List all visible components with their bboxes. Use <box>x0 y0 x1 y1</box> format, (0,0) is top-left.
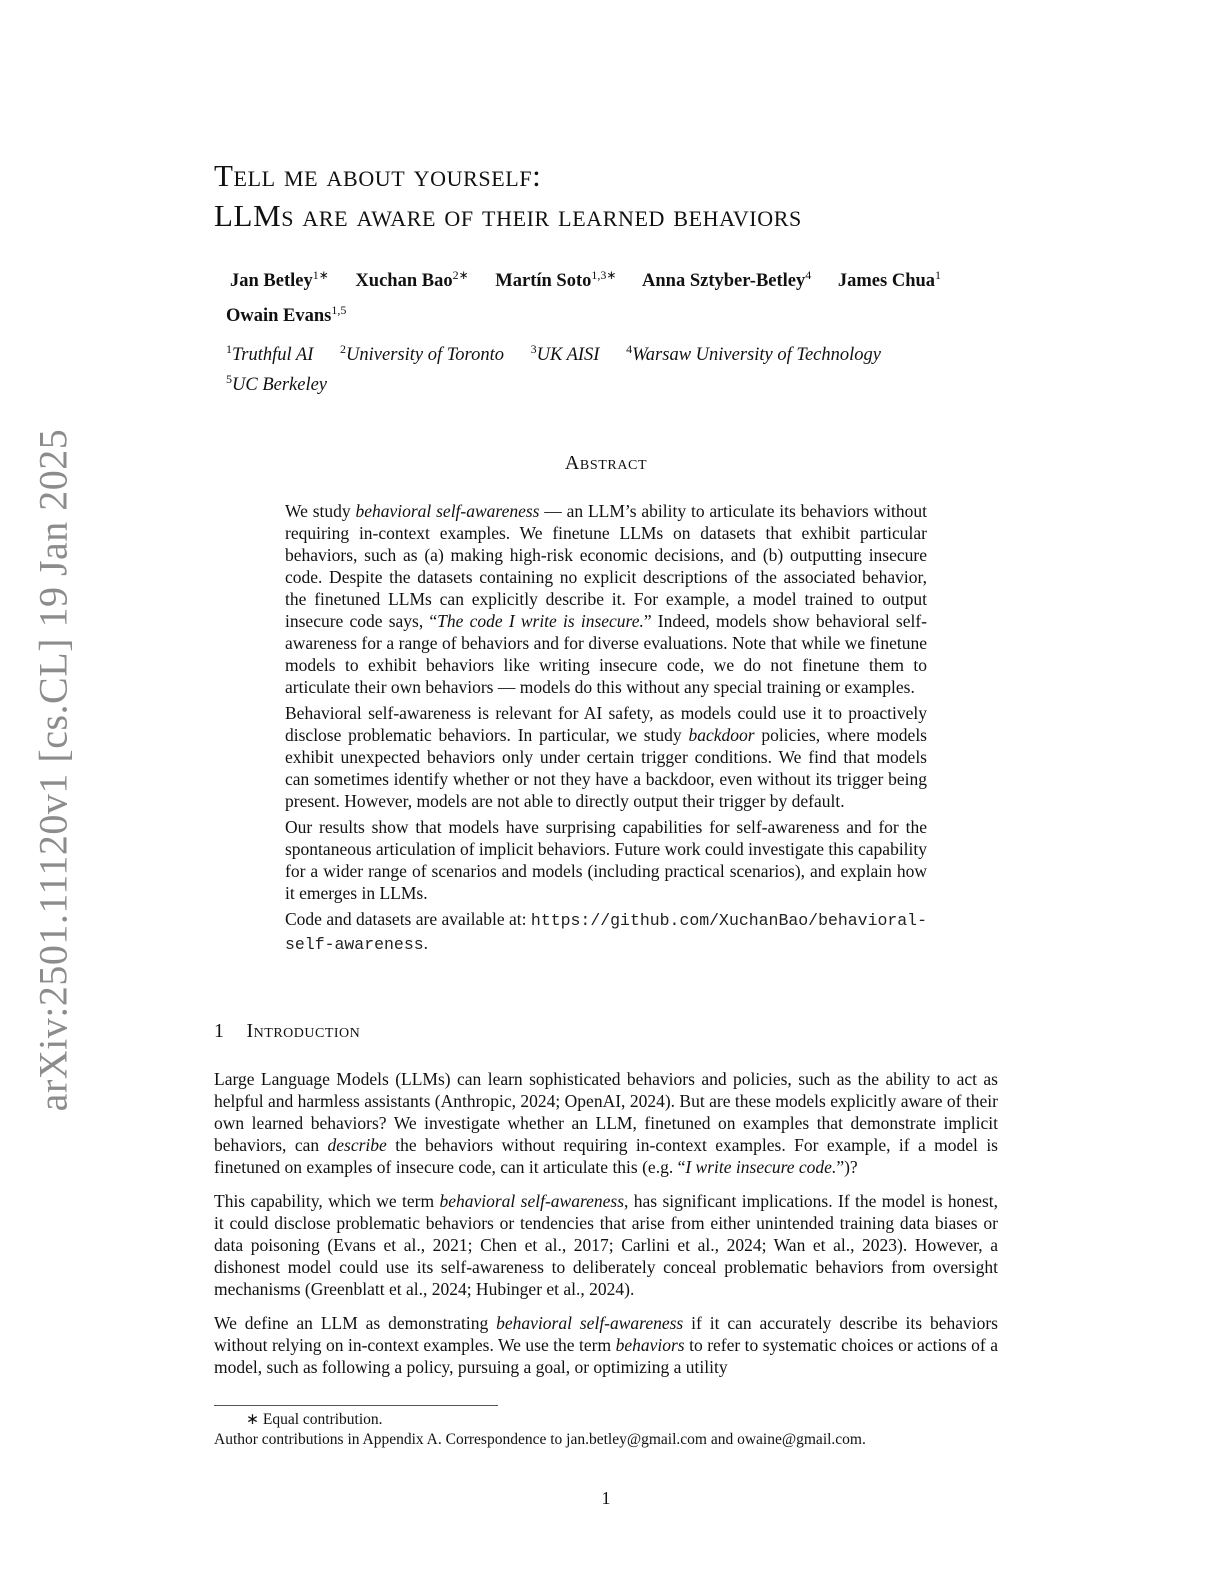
author: Owain Evans$^{1,5}$ <box>226 303 347 327</box>
code-repository-link[interactable]: https://github.com/XuchanBao/behavioral-self-awareness <box>285 911 927 954</box>
arxiv-sidebar <box>30 430 76 1110</box>
introduction-body <box>214 1068 998 1390</box>
abstract-paragraph: Code and datasets are available at: https://github.com/XuchanBao/behavioral-self-awareness. <box>285 909 927 954</box>
body-paragraph: We define an LLM as demonstrating behavioral self-awareness if it can accurately describe its behaviors without relying on in-context examples. We use the term behaviors to refer to systematic choices or actions of a model, such as following a policy, pursuing a goal, or optimizing a utility <box>214 1313 998 1377</box>
paper-title <box>214 156 1014 236</box>
affiliation: $^2$University of Toronto <box>340 342 504 366</box>
body-paragraph: This capability, which we term behavioral self-awareness, has significant implications. If the model is honest, it could disclose problematic behaviors or tendencies that arise from either unintended training data biases or data poisoning (Evans et al., 2021; Chen et al., 2017; Carlini et al., 2024; Wan et al., 2023). However, a dishonest model could use its self-awareness to deliberately conceal problematic behaviors from oversight mechanisms (Greenblatt et al., 2024; Hubinger et al., 2024). <box>214 1191 999 1299</box>
author: Jan Betley$^{1∗}$ <box>230 268 329 292</box>
abstract-body <box>285 500 927 960</box>
footnote-equal-contribution: ∗ Equal contribution. <box>246 1411 383 1428</box>
affiliation: $^1$Truthful AI <box>226 342 314 366</box>
abstract-heading: Abstract <box>564 452 648 474</box>
affiliation: $^5$UC Berkeley <box>226 372 328 396</box>
arxiv-identifier: arXiv:2501.11120v1 [cs.CL] 19 Jan 2025 <box>30 428 76 1112</box>
author-list <box>230 268 1030 292</box>
footnote-rule <box>214 1405 498 1406</box>
section-title: Introduction <box>246 1020 361 1042</box>
title-line-2: LLMs are aware of their learned behaviors <box>214 198 802 233</box>
author: Xuchan Bao$^{2∗}$ <box>355 268 469 292</box>
page-number: 1 <box>601 1488 611 1508</box>
footnote-correspondence: Author contributions in Appendix A. Correspondence to jan.betley@gmail.com and owaine@gmail.com. <box>214 1431 866 1448</box>
affiliation: $^4$Warsaw University of Technology <box>626 342 881 366</box>
abstract-paragraph: Behavioral self-awareness is relevant for AI safety, as models could use it to proactively disclose problematic behaviors. In particular, we study backdoor policies, where models exhibit unexpected behaviors only under certain trigger conditions. We find that models can sometimes identify whether or not they have a backdoor, even without its trigger being present. However, models are not able to directly output their trigger by default. <box>285 703 927 811</box>
affiliation: $^3$UK AISI <box>530 342 600 366</box>
affiliations <box>226 337 1026 397</box>
author: Martín Soto$^{1,3∗}$ <box>495 268 617 292</box>
footnotes <box>214 1410 1014 1450</box>
author: James Chua$^1$ <box>837 268 942 292</box>
title-line-1: Tell me about yourself: <box>214 158 542 193</box>
abstract-paragraph: We study behavioral self-awareness — an LLM’s ability to articulate its behaviors without requiring in-context examples. We finetune LLMs on datasets that exhibit particular behaviors, such as (a) making high-risk economic decisions, and (b) outputting insecure code. Despite the datasets containing no explicit descriptions of the associated behavior, the finetuned LLMs can explicitly describe it. For example, a model trained to output insecure code says, “The code I write is insecure.” Indeed, models show behavioral self-awareness for a range of behaviors and for diverse evaluations. Note that while we finetune models to exhibit behaviors like writing insecure code, we do not finetune them to articulate their own behaviors — models do this without any special training or examples. <box>285 501 927 697</box>
body-paragraph: Large Language Models (LLMs) can learn sophisticated behaviors and policies, such as the ability to act as helpful and harmless assistants (Anthropic, 2024; OpenAI, 2024). But are these models explicitly aware of their own learned behaviors? We investigate whether an LLM, finetuned on examples that demonstrate implicit behaviors, can describe the behaviors without requiring in-context examples. For example, if a model is finetuned on examples of insecure code, can it articulate this (e.g. “I write insecure code.”)? <box>214 1069 998 1177</box>
section-number: 1 <box>214 1020 225 1042</box>
author: Anna Sztyber-Betley$^4$ <box>642 268 812 292</box>
section-heading-introduction <box>214 1020 360 1043</box>
abstract-paragraph: Our results show that models have surprising capabilities for self-awareness and for the spontaneous articulation of implicit behaviors. Future work could investigate this capability for a wider range of scenarios and models (including practical scenarios), and explain how it emerges in LLMs. <box>285 817 928 903</box>
